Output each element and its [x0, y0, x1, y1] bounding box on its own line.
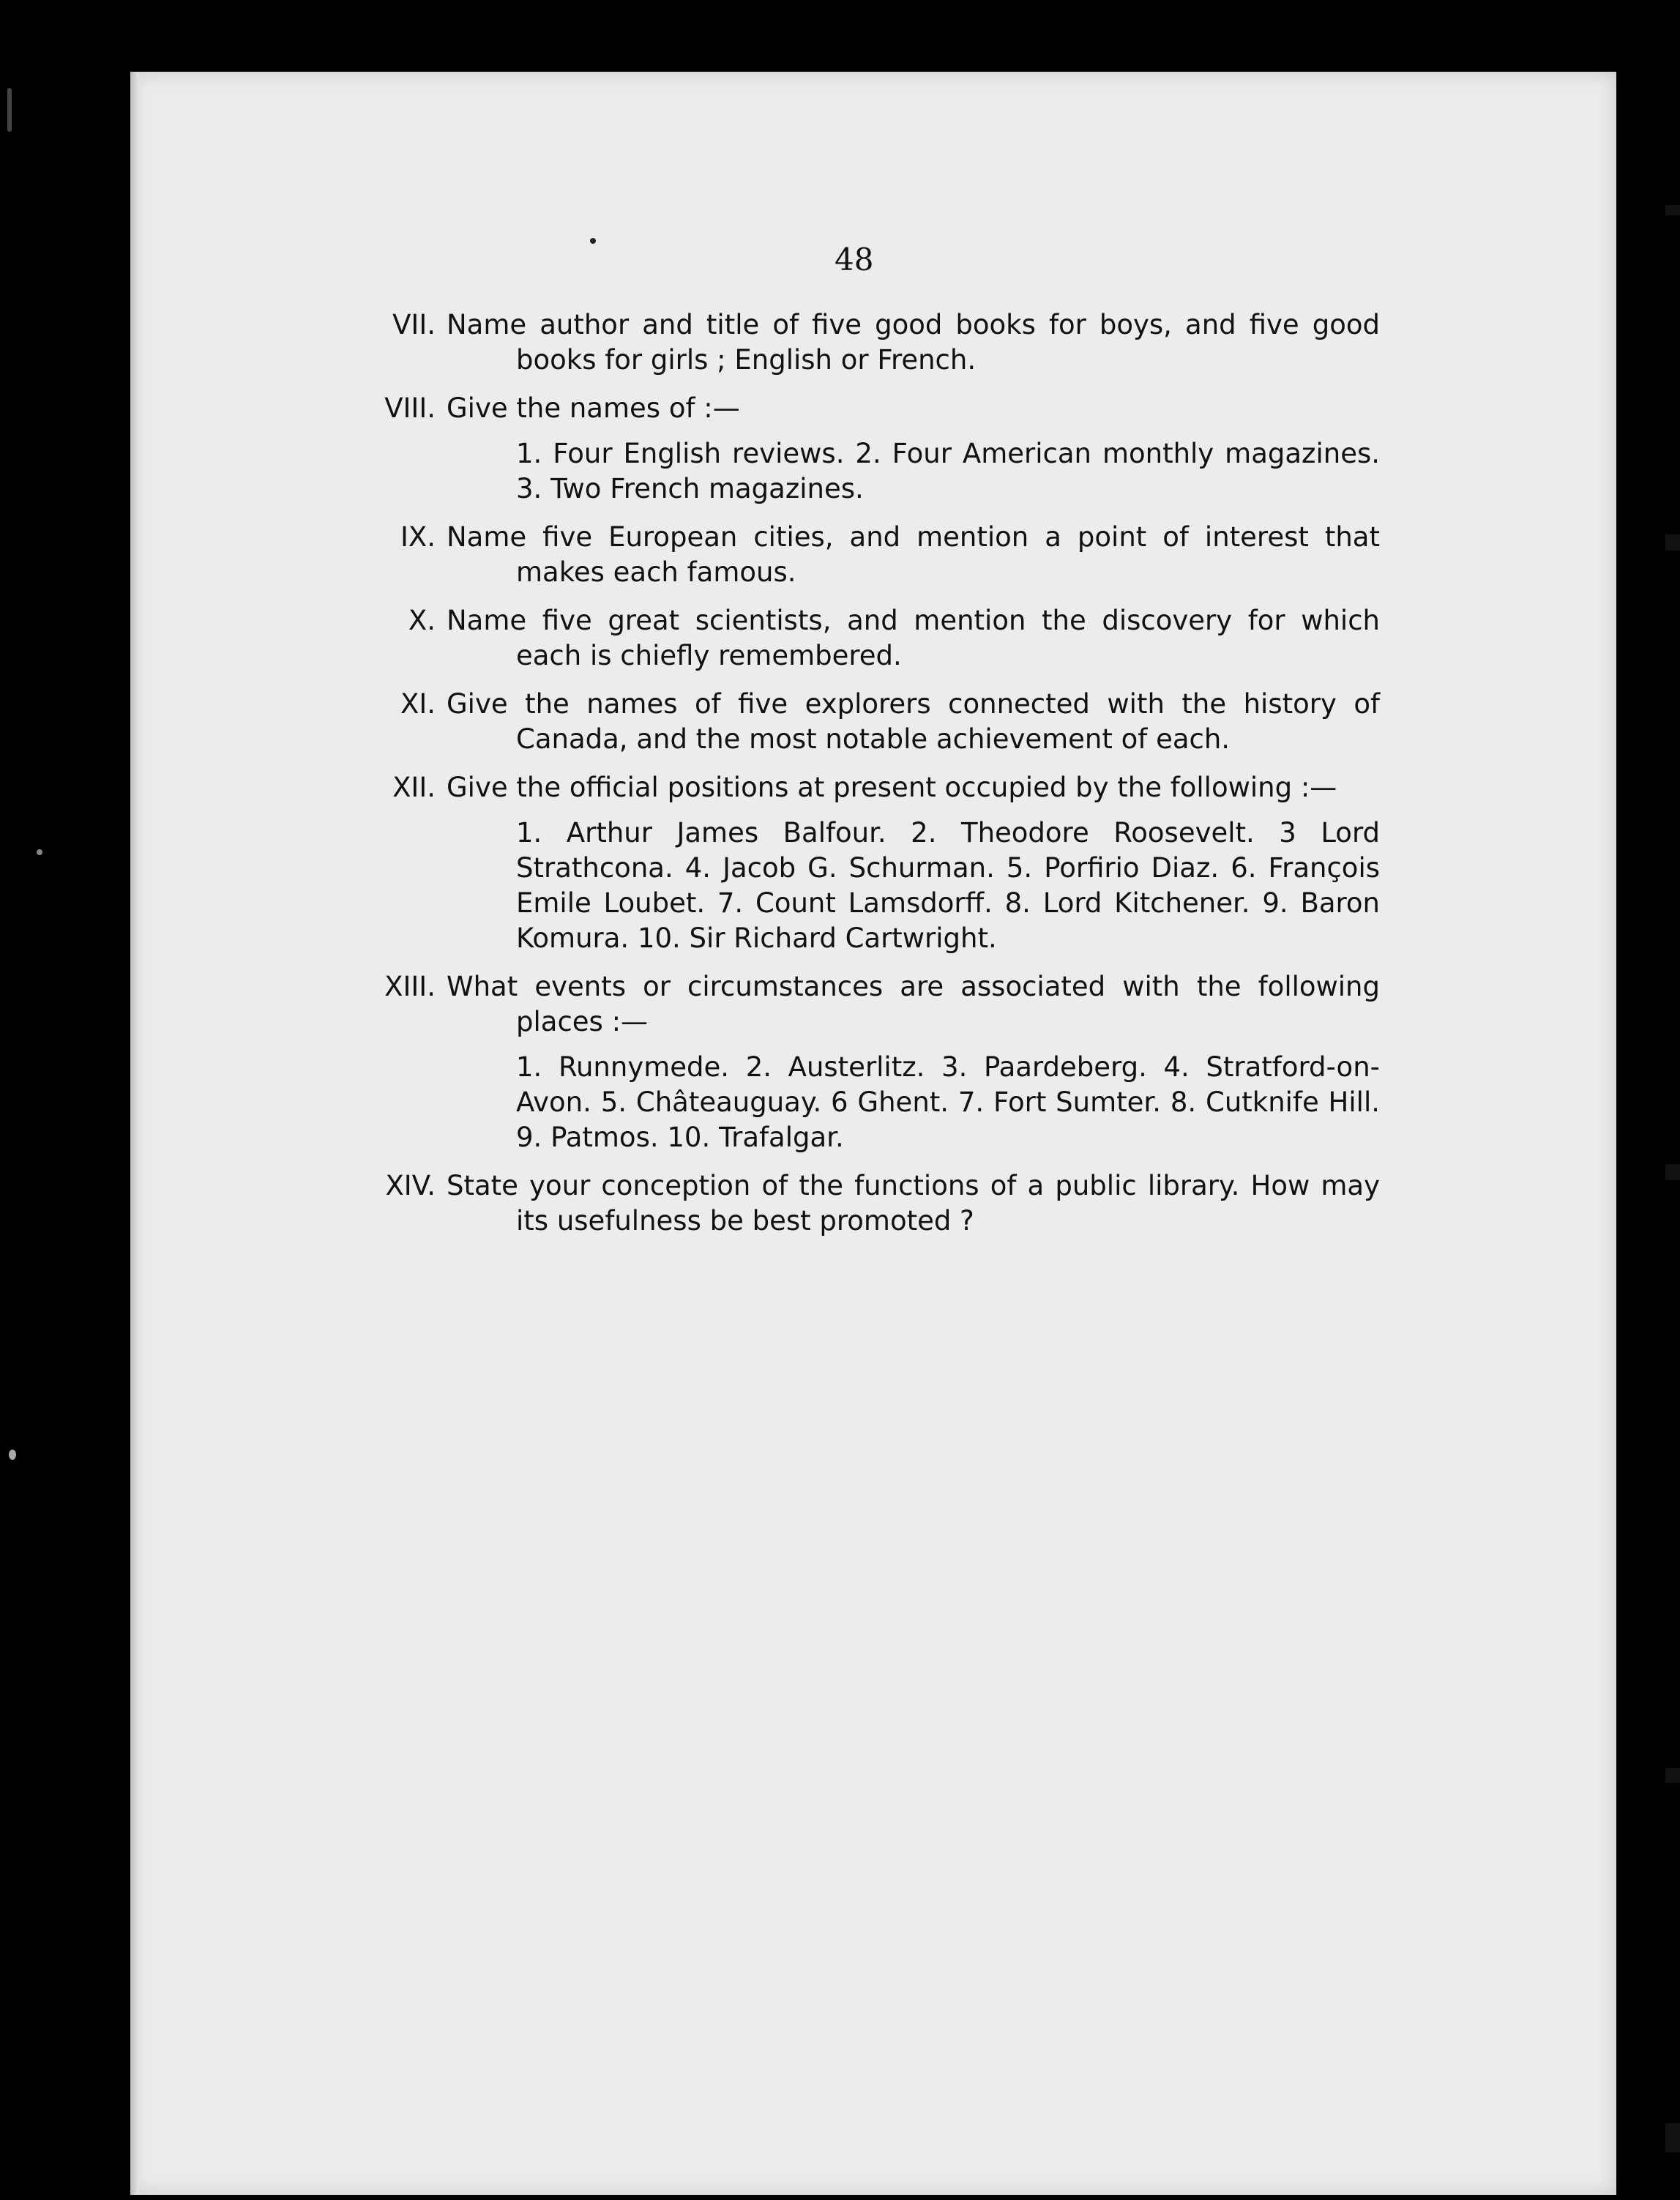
question-subitems: 1. Runnymede. 2. Austerlitz. 3. Paardeberg. 4. Stratford-on-Avon. 5. Châteauguay. 6 Ghent. 7. Fort Sumter. 8. Cutknife Hill. 9. Patmos. 10. Trafalgar. [516, 1051, 1380, 1153]
question-number: XI. [400, 688, 436, 720]
speck [9, 1450, 16, 1460]
question-text: Give the names of :— [447, 392, 740, 424]
question-text: Name five European cities, and mention a point of interest that makes each famous. [447, 521, 1380, 588]
question-number: IX. [400, 521, 436, 553]
question-text: What events or circumstances are associated with the following places :— [447, 971, 1380, 1037]
question-list [333, 307, 1380, 1252]
question-subitems: 1. Arthur James Balfour. 2. Theodore Roosevelt. 3 Lord Strathcona. 4. Jacob G. Schurman. 5. Porfirio Diaz. 6. François Emile Loubet. 7. Count Lamsdorff. 8. Lord Kitchener. 9. Baron Komura. 10. Sir Richard Cartwright. [516, 817, 1380, 954]
edge-mark [1665, 205, 1680, 215]
question-text: State your conception of the functions of a public library. How may its usefulness be best promoted ? [447, 1170, 1380, 1237]
edge-mark [1665, 534, 1680, 551]
speck [7, 88, 12, 132]
edge-mark [1665, 1164, 1680, 1180]
edge-mark [1665, 2123, 1680, 2152]
question-item [333, 687, 1380, 757]
question-item [333, 603, 1380, 674]
speck [590, 238, 596, 244]
question-item [333, 969, 1380, 1155]
question-number: X. [408, 605, 436, 636]
question-text: Name five great scientists, and mention the discovery for which each is chiefly remembered. [447, 605, 1380, 671]
question-number: XII. [392, 772, 436, 803]
question-number: VIII. [384, 392, 436, 424]
question-number: XIII. [384, 971, 436, 1002]
question-subitems: 1. Four English reviews. 2. Four American monthly magazines. 3. Two French magazines. [516, 438, 1380, 504]
question-text: Name author and title of five good books for boys, and five good books for girls ; English or French. [447, 309, 1380, 376]
question-item [333, 770, 1380, 956]
page-number: 48 [835, 242, 874, 277]
question-text: Give the official positions at present occupied by the following :— [447, 772, 1337, 803]
question-item [333, 391, 1380, 507]
edge-mark [1665, 1768, 1680, 1783]
page-edge [130, 72, 139, 2195]
question-number: XIV. [385, 1170, 436, 1201]
question-item [333, 520, 1380, 590]
question-item [333, 1168, 1380, 1239]
question-number: VII. [392, 309, 436, 340]
speck [37, 849, 42, 855]
question-item [333, 307, 1380, 378]
question-text: Give the names of five explorers connected with the history of Canada, and the most notable achievement of each. [447, 688, 1380, 755]
